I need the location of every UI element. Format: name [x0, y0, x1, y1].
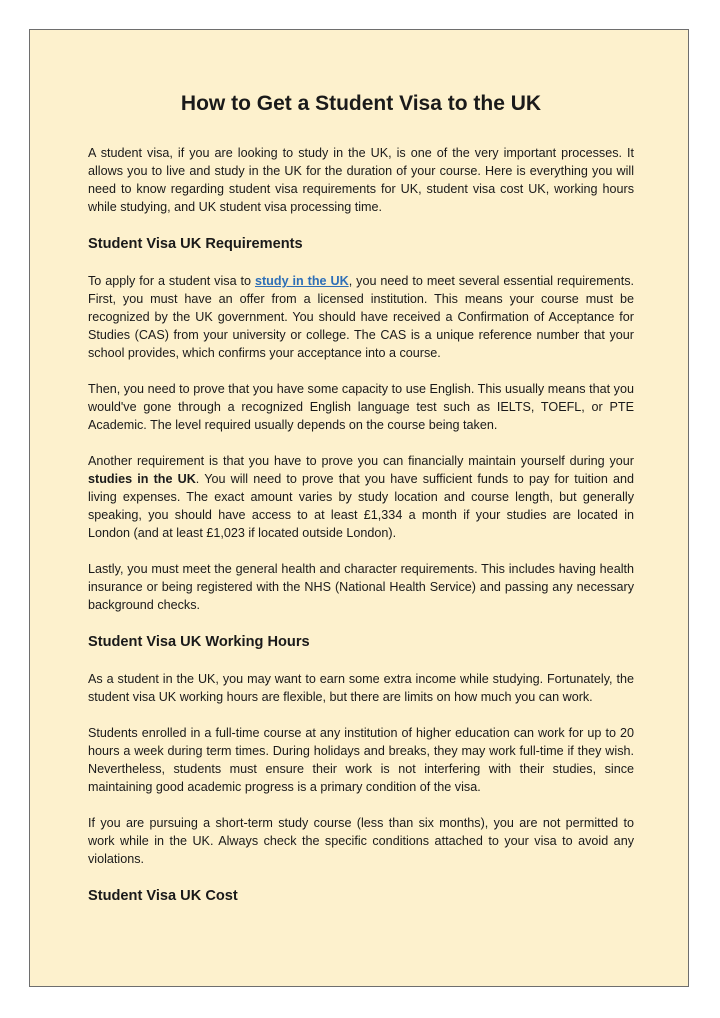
cost-heading: Student Visa UK Cost: [88, 888, 238, 904]
intro-paragraph: A student visa, if you are looking to study in the UK, is one of the very important processes. It allows you to live and study in the UK for the duration of your course. Here is everything you will need to know regarding student visa requirements for UK, student visa cost UK, working hours while studying, and UK student visa processing time.: [88, 146, 634, 214]
study-in-uk-link[interactable]: study in the UK: [254, 274, 349, 288]
document-content: [88, 88, 634, 907]
requirements-paragraph-4: Lastly, you must meet the general health and character requirements. This includes having health insurance or being registered with the NHS (National Health Service) and passing any necessary background checks.: [88, 562, 634, 612]
requirements-p3-text-start: Another requirement is that you have to prove you can financially maintain yourself during your: [88, 454, 634, 468]
requirements-paragraph-1: [88, 272, 634, 362]
working-hours-paragraph-2: Students enrolled in a full-time course at any institution of higher education can work for up to 20 hours a week during term times. During holidays and breaks, they may work full-time if they wish. Nevertheless, students must ensure their work is not interfering with their studies, since maintaining good academic progress is a primary condition of the visa.: [88, 726, 634, 794]
requirements-p1-text-end: , you need to meet several essential requirements. First, you must have an offer from a licensed institution. This means your course must be recognized by the UK government. You should have received a Confirmation of Acceptance for Studies (CAS) from your university or college. The CAS is a unique reference number that your school provides, which confirms your acceptance into a course.: [88, 274, 634, 360]
working-hours-paragraph-3: If you are pursuing a short-term study course (less than six months), you are not permitted to work while in the UK. Always check the specific conditions attached to your visa to avoid any violations.: [88, 816, 634, 866]
studies-in-uk-bold-text: studies in the UK: [88, 472, 196, 486]
requirements-heading: Student Visa UK Requirements: [88, 236, 303, 252]
document-page: [29, 29, 689, 987]
working-hours-paragraph-1: As a student in the UK, you may want to earn some extra income while studying. Fortunately, the student visa UK working hours are flexible, but there are limits on how much you can work.: [88, 672, 634, 704]
requirements-paragraph-2: Then, you need to prove that you have some capacity to use English. This usually means that you would've gone through a recognized English language test such as IELTS, TOEFL, or PTE Academic. The level required usually depends on the course being taken.: [88, 382, 634, 432]
working-hours-heading: Student Visa UK Working Hours: [88, 634, 310, 650]
page-title: How to Get a Student Visa to the UK: [180, 92, 542, 115]
requirements-p3-text-end: . You will need to prove that you have sufficient funds to pay for tuition and living expenses. The exact amount varies by study location and course length, but generally speaking, you should have access to at least £1,334 a month if your studies are located in London (and at least £1,023 if located outside London).: [88, 472, 634, 540]
requirements-p1-text-start: To apply for a student visa to: [88, 274, 255, 288]
requirements-paragraph-3: [88, 452, 634, 542]
